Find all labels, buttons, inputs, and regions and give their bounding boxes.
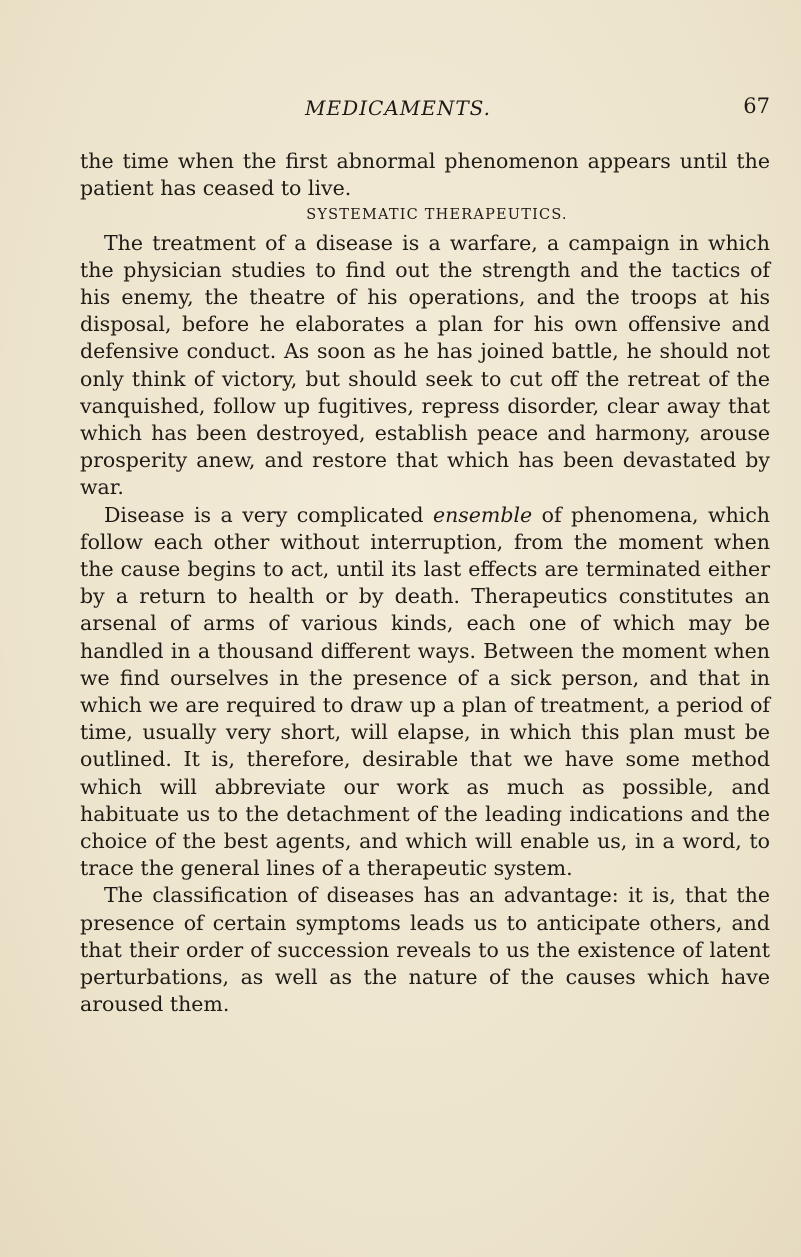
body-text bbox=[80, 148, 770, 1019]
running-head: MEDICAMENTS. bbox=[305, 96, 492, 120]
paragraph-2 bbox=[80, 502, 770, 883]
paragraph-2-text-start: Disease is a very complicated bbox=[104, 502, 433, 527]
paragraph-1: The treatment of a disease is a warfare, a campaign in which the physician studies to find out the strength and the tactics of his enemy, the theatre of his operations, and the troops at his disposal, before he elaborates a plan for his own offensive and defensive conduct. As soon as he has joined battle, he should not only think of victory, but should seek to cut off the retreat of the vanquished, follow up fugitives, repress disorder, clear away that which has been destroyed, establish peace and harmony, arouse prosperity anew, and restore that which has been devastated by war. bbox=[80, 230, 770, 500]
opening-fragment: the time when the first abnormal phenomenon appears until the patient has ceased to live. bbox=[80, 149, 770, 201]
page-header bbox=[80, 96, 770, 132]
page-number: 67 bbox=[743, 94, 770, 118]
paragraph-3: The classification of diseases has an advantage: it is, that the presence of certain symptoms leads us to anticipate others, and that their order of succession reveals to us the existence of latent perturbations, as well as the nature of the causes which have aroused them. bbox=[80, 883, 770, 1017]
section-heading: SYSTEMATIC THERAPEUTICS. bbox=[306, 207, 568, 224]
paragraph-2-text-end: of phenomena, which follow each other without interruption, from the moment when the cause begins to act, until its last effects are terminated either by a return to health or by death. Therapeutics constitutes an arsenal of arms of various kinds, each one of which may be handled in a thousand different ways. Between the moment when we find ourselves in the presence of a sick person, and that in which we are required to draw up a plan of treatment, a period of time, usually very short, will elapse, in which this plan must be outlined. It is, therefore, desirable that we have some method which will abbreviate our work as much as possible, and habituate us to the detachment of the leading indications and the choice of the best agents, and which will enable us, in a word, to trace the general lines of a therapeutic system. bbox=[80, 502, 771, 881]
italic-term: ensemble bbox=[432, 502, 533, 527]
